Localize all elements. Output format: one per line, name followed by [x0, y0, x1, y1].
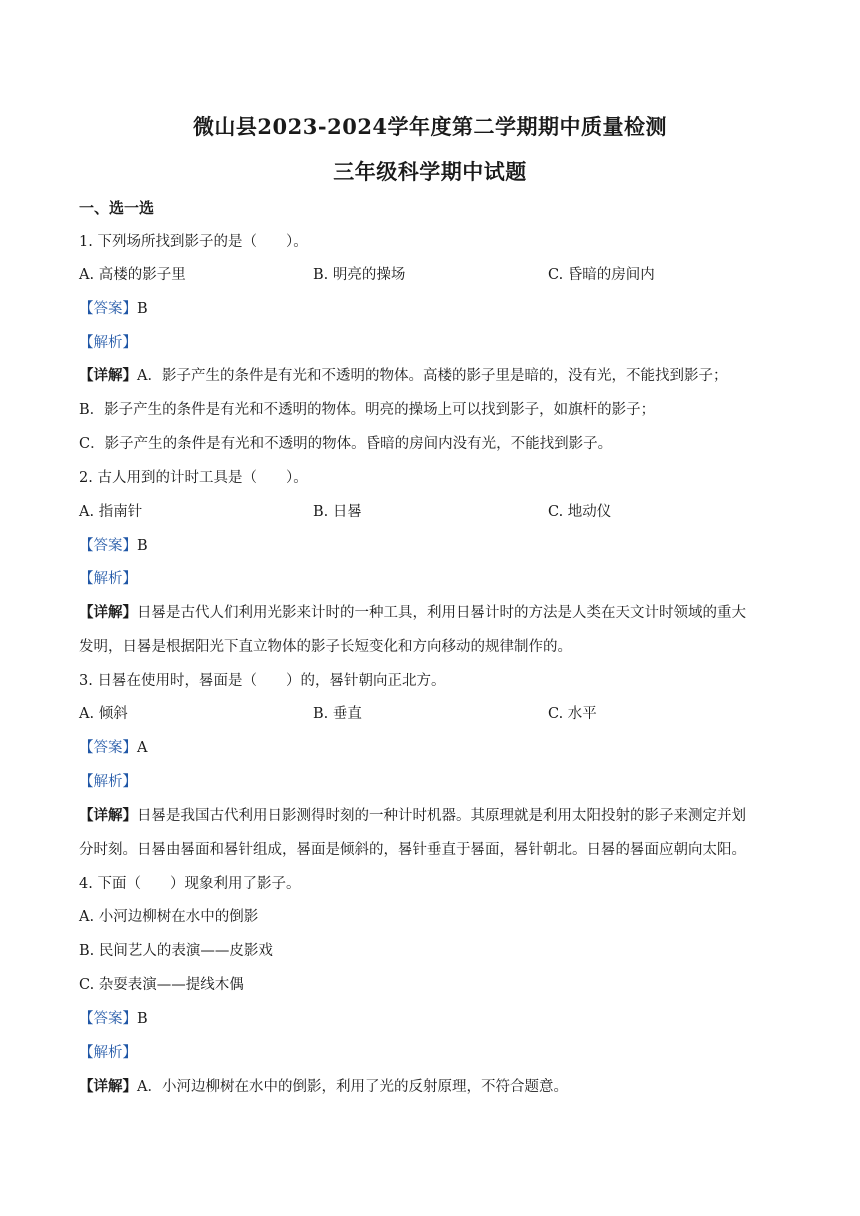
q2-detail-1	[79, 603, 746, 623]
answer-value: B	[137, 301, 148, 317]
q2-analysis-label: 【解析】	[79, 571, 137, 587]
q1-option-b: B. 明亮的操场	[313, 267, 406, 283]
answer-value: B	[137, 1011, 148, 1027]
q2-detail-2: 发明，日晷是根据阳光下直立物体的影子长短变化和方向移动的规律制作的。	[79, 639, 572, 655]
q4-analysis-label: 【解析】	[79, 1045, 137, 1061]
question-stem-1: 1. 下列场所找到影子的是（ ）。	[79, 234, 308, 250]
q4-answer	[79, 1009, 148, 1029]
detail-text: 日晷是古代人们利用光影来计时的一种工具，利用日晷计时的方法是人类在天文计时领域的重大	[137, 605, 746, 621]
q2-answer	[79, 536, 148, 556]
doc-title: 微山县2023-2024学年度第二学期期中质量检测	[192, 114, 668, 139]
q1-detail-3: C．影子产生的条件是有光和不透明的物体。昏暗的房间内没有光，不能找到影子。	[79, 436, 613, 452]
detail-text: A．影子产生的条件是有光和不透明的物体。高楼的影子里是暗的，没有光，不能找到影子；	[137, 368, 728, 384]
section-heading: 一、选一选	[79, 199, 155, 217]
q4-option-c: C. 杂耍表演——提线木偶	[79, 977, 244, 993]
detail-text: A．小河边柳树在水中的倒影，利用了光的反射原理，不符合题意。	[137, 1079, 568, 1095]
q4-detail-1	[79, 1077, 568, 1097]
question-stem-4: 4. 下面（ ）现象利用了影子。	[79, 876, 301, 892]
answer-label: 【答案】	[79, 1011, 137, 1027]
q3-answer	[79, 738, 147, 758]
detail-text: 日晷是我国古代利用日影测得时刻的一种计时机器。其原理就是利用太阳投射的影子来测定并划	[137, 808, 746, 824]
q3-detail-1	[79, 806, 746, 826]
question-stem-3: 3. 日晷在使用时，晷面是（ ）的，晷针朝向正北方。	[79, 673, 446, 689]
q1-answer	[79, 299, 148, 319]
doc-subtitle: 三年级科学期中试题	[333, 159, 527, 184]
detail-label: 【详解】	[79, 807, 137, 824]
q4-option-b: B. 民间艺人的表演——皮影戏	[79, 943, 273, 959]
answer-value: B	[137, 538, 148, 554]
q1-option-c: C. 昏暗的房间内	[548, 267, 655, 283]
q1-analysis-label: 【解析】	[79, 335, 137, 351]
q3-analysis-label: 【解析】	[79, 774, 137, 790]
q4-option-a: A. 小河边柳树在水中的倒影	[79, 909, 259, 925]
q3-option-b: B. 垂直	[313, 706, 362, 722]
detail-label: 【详解】	[79, 367, 137, 384]
detail-label: 【详解】	[79, 1078, 137, 1095]
answer-label: 【答案】	[79, 740, 137, 756]
q3-option-a: A. 倾斜	[79, 706, 128, 722]
answer-value: A	[137, 740, 148, 756]
q3-option-c: C. 水平	[548, 706, 597, 722]
q2-option-a: A. 指南针	[79, 504, 143, 520]
q1-detail-1	[79, 366, 727, 386]
question-stem-2: 2. 古人用到的计时工具是（ ）。	[79, 470, 308, 486]
q1-detail-2: B．影子产生的条件是有光和不透明的物体。明亮的操场上可以找到影子，如旗杆的影子；	[79, 402, 656, 418]
q3-detail-2: 分时刻。日晷由晷面和晷针组成，晷面是倾斜的，晷针垂直于晷面，晷针朝北。日晷的晷面应朝向太阳。	[79, 842, 746, 858]
q2-option-c: C. 地动仪	[548, 504, 612, 520]
q2-option-b: B. 日晷	[313, 504, 362, 520]
detail-label: 【详解】	[79, 604, 137, 621]
answer-label: 【答案】	[79, 538, 137, 554]
q1-option-a: A. 高楼的影子里	[79, 267, 186, 283]
answer-label: 【答案】	[79, 301, 137, 317]
